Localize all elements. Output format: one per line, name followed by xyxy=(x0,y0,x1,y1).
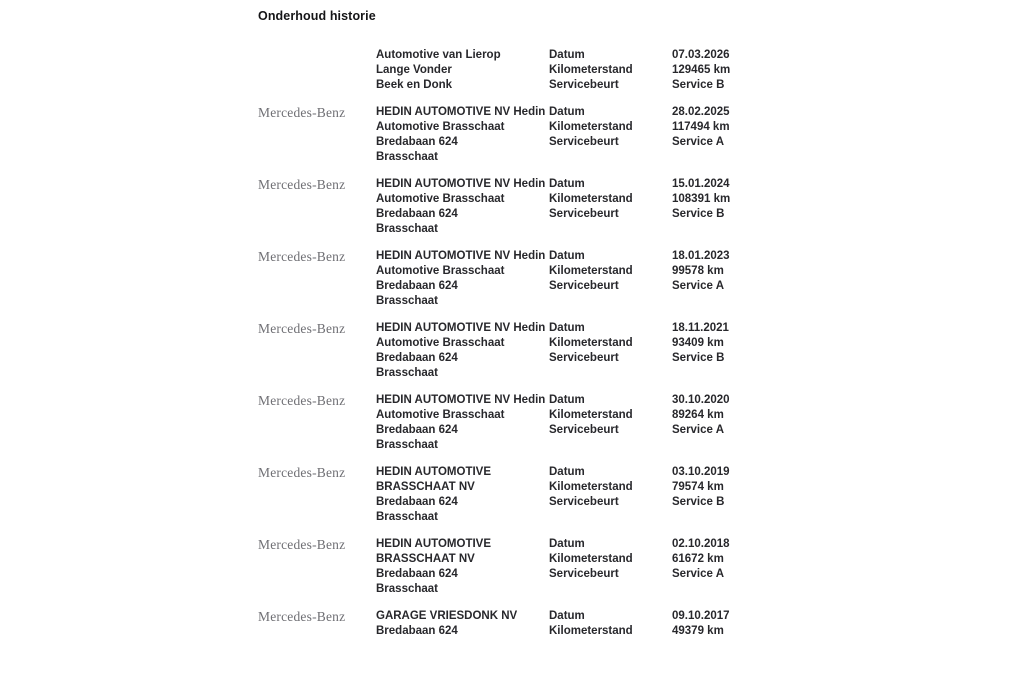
dealer-line: HEDIN AUTOMOTIVE NV Hedin xyxy=(376,106,546,118)
field-value: Service A xyxy=(672,136,724,148)
labels-cell xyxy=(549,321,672,366)
service-record-row xyxy=(258,393,798,453)
dealer-line: HEDIN AUTOMOTIVE xyxy=(376,466,492,478)
field-value: 89264 km xyxy=(672,409,724,421)
field-label: Kilometerstand xyxy=(549,337,633,349)
labels-cell xyxy=(549,249,672,294)
dealer-cell xyxy=(376,48,549,93)
dealer-line: HEDIN AUTOMOTIVE NV Hedin xyxy=(376,394,546,406)
service-record-row xyxy=(258,48,798,93)
field-label: Servicebeurt xyxy=(549,79,619,91)
records-list xyxy=(258,48,798,639)
field-value: Service B xyxy=(672,352,725,364)
dealer-line: Brasschaat xyxy=(376,439,439,451)
field-label: Servicebeurt xyxy=(549,136,619,148)
field-value: 02.10.2018 xyxy=(672,538,730,550)
field-value: 79574 km xyxy=(672,481,724,493)
field-label: Datum xyxy=(549,49,585,61)
values-cell xyxy=(672,48,792,93)
logo-cell xyxy=(258,321,376,338)
field-value: 30.10.2020 xyxy=(672,394,730,406)
values-cell xyxy=(672,609,792,639)
dealer-line: HEDIN AUTOMOTIVE NV Hedin xyxy=(376,178,546,190)
field-label: Kilometerstand xyxy=(549,193,633,205)
logo-cell xyxy=(258,249,376,266)
field-value: Service B xyxy=(672,79,725,91)
dealer-line: Brasschaat xyxy=(376,367,439,379)
service-record-row xyxy=(258,105,798,165)
mercedes-benz-logo: Mercedes-Benz xyxy=(258,609,346,624)
field-label: Kilometerstand xyxy=(549,553,633,565)
field-value: 18.11.2021 xyxy=(672,322,729,334)
dealer-line: BRASSCHAAT NV xyxy=(376,553,475,565)
dealer-line: Bredabaan 624 xyxy=(376,496,458,508)
mercedes-benz-logo: Mercedes-Benz xyxy=(258,177,346,192)
service-record-row xyxy=(258,537,798,597)
field-value: 03.10.2019 xyxy=(672,466,730,478)
field-label: Datum xyxy=(549,394,585,406)
dealer-line: Bredabaan 624 xyxy=(376,424,458,436)
dealer-line: Automotive Brasschaat xyxy=(376,121,505,133)
field-value: Service B xyxy=(672,496,725,508)
field-label: Datum xyxy=(549,466,585,478)
logo-cell xyxy=(258,177,376,194)
mercedes-benz-logo: Mercedes-Benz xyxy=(258,537,346,552)
field-label: Kilometerstand xyxy=(549,64,633,76)
labels-cell xyxy=(549,609,672,639)
dealer-line: Automotive van Lierop xyxy=(376,49,501,61)
values-cell xyxy=(672,105,792,150)
logo-cell xyxy=(258,393,376,410)
labels-cell xyxy=(549,393,672,438)
labels-cell xyxy=(549,48,672,93)
dealer-cell xyxy=(376,393,549,453)
dealer-line: Automotive Brasschaat xyxy=(376,193,505,205)
values-cell xyxy=(672,465,792,510)
dealer-line: Bredabaan 624 xyxy=(376,568,458,580)
field-value: 129465 km xyxy=(672,64,731,76)
dealer-line: Beek en Donk xyxy=(376,79,453,91)
field-label: Kilometerstand xyxy=(549,121,633,133)
field-value: 09.10.2017 xyxy=(672,610,730,622)
field-value: 49379 km xyxy=(672,625,724,637)
field-label: Datum xyxy=(549,178,585,190)
dealer-line: Brasschaat xyxy=(376,151,439,163)
dealer-line: Brasschaat xyxy=(376,223,439,235)
field-value: 108391 km xyxy=(672,193,731,205)
logo-cell xyxy=(258,537,376,554)
field-value: Service A xyxy=(672,424,724,436)
service-record-row xyxy=(258,465,798,525)
field-value: 15.01.2024 xyxy=(672,178,730,190)
dealer-line: Bredabaan 624 xyxy=(376,208,458,220)
field-label: Servicebeurt xyxy=(549,496,619,508)
dealer-line: HEDIN AUTOMOTIVE NV Hedin xyxy=(376,250,546,262)
labels-cell xyxy=(549,105,672,150)
field-label: Datum xyxy=(549,250,585,262)
field-value: Service A xyxy=(672,280,724,292)
service-record-row xyxy=(258,609,798,639)
field-label: Servicebeurt xyxy=(549,280,619,292)
service-record-row xyxy=(258,321,798,381)
field-value: 93409 km xyxy=(672,337,724,349)
labels-cell xyxy=(549,537,672,582)
dealer-line: Automotive Brasschaat xyxy=(376,337,505,349)
mercedes-benz-logo: Mercedes-Benz xyxy=(258,465,346,480)
dealer-line: Bredabaan 624 xyxy=(376,625,458,637)
mercedes-benz-logo: Mercedes-Benz xyxy=(258,393,346,408)
values-cell xyxy=(672,321,792,366)
values-cell xyxy=(672,537,792,582)
field-label: Datum xyxy=(549,322,585,334)
dealer-cell xyxy=(376,609,549,639)
field-value: 07.03.2026 xyxy=(672,49,730,61)
field-value: Service B xyxy=(672,208,725,220)
field-label: Servicebeurt xyxy=(549,424,619,436)
field-label: Kilometerstand xyxy=(549,625,633,637)
dealer-cell xyxy=(376,177,549,237)
mercedes-benz-logo: Mercedes-Benz xyxy=(258,321,346,336)
field-value: 61672 km xyxy=(672,553,724,565)
labels-cell xyxy=(549,465,672,510)
field-value: 18.01.2023 xyxy=(672,250,730,262)
values-cell xyxy=(672,177,792,222)
dealer-line: Lange Vonder xyxy=(376,64,452,76)
dealer-line: Brasschaat xyxy=(376,583,439,595)
dealer-line: HEDIN AUTOMOTIVE NV Hedin xyxy=(376,322,546,334)
dealer-line: Automotive Brasschaat xyxy=(376,265,505,277)
field-value: 99578 km xyxy=(672,265,724,277)
field-value: Service A xyxy=(672,568,724,580)
field-label: Servicebeurt xyxy=(549,352,619,364)
mercedes-benz-logo: Mercedes-Benz xyxy=(258,105,346,120)
logo-cell xyxy=(258,105,376,122)
values-cell xyxy=(672,249,792,294)
field-label: Servicebeurt xyxy=(549,208,619,220)
mercedes-benz-logo: Mercedes-Benz xyxy=(258,249,346,264)
dealer-line: GARAGE VRIESDONK NV xyxy=(376,610,518,622)
service-record-row xyxy=(258,177,798,237)
dealer-line: Bredabaan 624 xyxy=(376,352,458,364)
logo-cell xyxy=(258,609,376,626)
logo-cell xyxy=(258,465,376,482)
document-content xyxy=(258,9,798,651)
field-label: Datum xyxy=(549,106,585,118)
service-record-row xyxy=(258,249,798,309)
values-cell xyxy=(672,393,792,438)
field-label: Servicebeurt xyxy=(549,568,619,580)
field-label: Kilometerstand xyxy=(549,409,633,421)
field-label: Kilometerstand xyxy=(549,265,633,277)
labels-cell xyxy=(549,177,672,222)
dealer-line: Bredabaan 624 xyxy=(376,280,458,292)
dealer-line: Brasschaat xyxy=(376,511,439,523)
dealer-line: BRASSCHAAT NV xyxy=(376,481,475,493)
field-value: 28.02.2025 xyxy=(672,106,730,118)
dealer-line: Brasschaat xyxy=(376,295,439,307)
dealer-line: Bredabaan 624 xyxy=(376,136,458,148)
dealer-cell xyxy=(376,249,549,309)
field-label: Kilometerstand xyxy=(549,481,633,493)
dealer-line: Automotive Brasschaat xyxy=(376,409,505,421)
field-label: Datum xyxy=(549,538,585,550)
field-value: 117494 km xyxy=(672,121,730,133)
page-title: Onderhoud historie xyxy=(258,9,376,23)
dealer-cell xyxy=(376,537,549,597)
dealer-cell xyxy=(376,321,549,381)
dealer-cell xyxy=(376,105,549,165)
dealer-line: HEDIN AUTOMOTIVE xyxy=(376,538,492,550)
field-label: Datum xyxy=(549,610,585,622)
dealer-cell xyxy=(376,465,549,525)
